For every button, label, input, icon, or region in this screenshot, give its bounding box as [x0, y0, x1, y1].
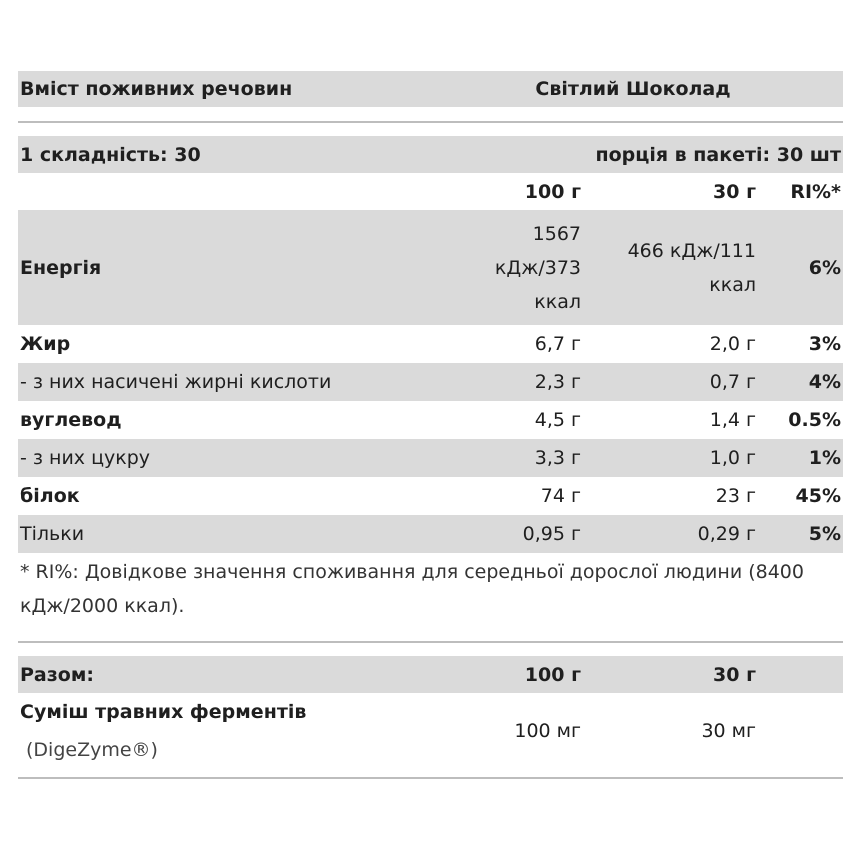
- serving-size: 1 складність: 30: [20, 143, 201, 166]
- table-row: [18, 401, 843, 439]
- column-headers: [18, 173, 843, 210]
- totals-per100: 100 г: [524, 663, 581, 686]
- table-row: [18, 439, 843, 477]
- table-row: [18, 477, 843, 515]
- table-row: [18, 363, 843, 401]
- nutrient-per100: 3,3 г: [534, 447, 581, 469]
- totals-label: Разом:: [20, 663, 94, 686]
- col-per-serving: 30 г: [713, 180, 756, 203]
- nutrient-name: вуглевод: [20, 409, 122, 431]
- divider: [18, 777, 843, 779]
- enzyme-brand: (DigeZyme®): [26, 739, 158, 761]
- table-header: [18, 71, 843, 107]
- nutrient-ri: 1%: [808, 447, 841, 469]
- table-row: [18, 210, 843, 325]
- nutrient-name: білок: [20, 485, 80, 507]
- col-ri: RI%*: [790, 180, 841, 203]
- nutrient-per-serving: 0,7 г: [709, 371, 756, 393]
- nutrient-per100: 0,95 г: [522, 523, 581, 545]
- nutrition-table: [18, 71, 843, 779]
- nutrient-per-serving: 1,4 г: [709, 409, 756, 431]
- table-title: Вміст поживних речовин: [20, 78, 293, 100]
- nutrient-per-serving: 0,29 г: [697, 523, 756, 545]
- nutrient-name: - з них цукру: [20, 447, 151, 469]
- nutrient-per-serving: 1,0 г: [709, 447, 756, 469]
- nutrient-per-serving: 466 кДж/111 ккал: [627, 239, 756, 296]
- nutrient-per-serving: 23 г: [715, 485, 756, 507]
- footnote: * RI%: Довідкове значення споживання для середньої дорослої людини (8400 кДж/2000 ккал).: [20, 561, 804, 617]
- nutrient-ri: 45%: [795, 485, 841, 507]
- servings-per-pack: порція в пакеті: 30 шт: [595, 143, 841, 166]
- table-row: [18, 325, 843, 363]
- nutrient-per100: 4,5 г: [534, 409, 581, 431]
- enzyme-per100: 100 мг: [514, 720, 581, 742]
- totals-row: [18, 656, 843, 693]
- table-row: [18, 515, 843, 553]
- nutrient-per100: 1567 кДж/373 ккал: [494, 222, 581, 313]
- nutrient-per100: 74 г: [540, 485, 581, 507]
- nutrient-ri: 0.5%: [788, 409, 841, 431]
- serving-row: [18, 136, 843, 173]
- nutrient-per-serving: 2,0 г: [709, 333, 756, 355]
- nutrient-ri: 4%: [808, 371, 841, 393]
- col-per100: 100 г: [524, 180, 581, 203]
- enzyme-name: Суміш травних ферментів (DigeZyme®): [18, 693, 421, 769]
- nutrient-name: Енергія: [20, 256, 102, 279]
- nutrient-name: - з них насичені жирні кислоти: [20, 371, 332, 393]
- nutrient-per100: 6,7 г: [534, 333, 581, 355]
- flavor-name: Світлий Шоколад: [535, 78, 731, 100]
- nutrient-ri: 5%: [808, 523, 841, 545]
- nutrient-name: Тільки: [20, 523, 85, 545]
- nutrient-ri: 3%: [808, 333, 841, 355]
- nutrient-name: Жир: [20, 333, 71, 355]
- totals-per-serving: 30 г: [713, 663, 756, 686]
- enzyme-per-serving: 30 мг: [701, 720, 756, 742]
- nutrient-per100: 2,3 г: [534, 371, 581, 393]
- enzyme-row: [18, 693, 843, 769]
- nutrient-ri: 6%: [808, 256, 841, 279]
